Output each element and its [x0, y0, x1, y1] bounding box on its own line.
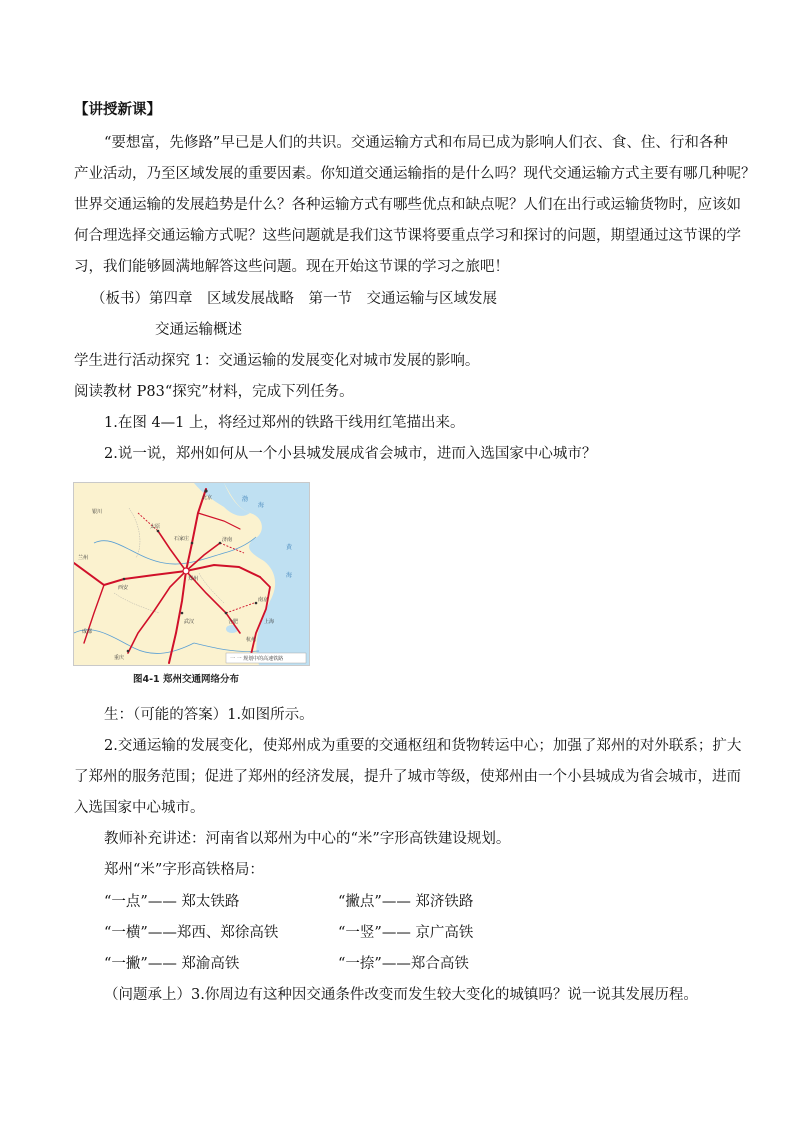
- label-zhengzhou: 郑州: [188, 576, 199, 582]
- pattern-left-3: “一撇”—— 郑渝高铁: [104, 956, 240, 972]
- xian-marker: [123, 578, 126, 581]
- label-taiyuan: 太原: [150, 524, 161, 530]
- jinan-marker: [219, 542, 222, 545]
- reading-text: 阅读教材 P83“探究”材料，完成下列任务。: [74, 384, 354, 400]
- map-figure: [74, 483, 309, 665]
- question-3: （问题承上）3.你周边有这种因交通条件改变而发生较大变化的城镇吗？说一说其发展历程。: [104, 987, 698, 1003]
- pattern-right-1: “撇点”—— 郑济铁路: [338, 894, 474, 910]
- nanjing-marker: [255, 602, 258, 605]
- zhengzhou-transport-map: [73, 482, 310, 666]
- answer-2-line-1: 2.交通运输的发展变化，使郑州成为重要的交通枢纽和货物转运中心；加强了郑州的对外联系；扩大: [104, 738, 742, 754]
- legend-text: 一 一 规划中的高速铁路: [230, 656, 284, 662]
- label-chengdu: 成都: [82, 629, 93, 635]
- shijiazhuang-marker: [191, 542, 194, 545]
- label-hefei: 合肥: [228, 619, 239, 625]
- intro-line-4: 何合理选择交通运输方式呢？这些问题就是我们这节课将要重点学习和探讨的问题，期望通过这节课的学: [74, 228, 741, 244]
- label-lanzhou: 兰州: [78, 555, 89, 561]
- label-chongqing: 重庆: [114, 655, 125, 661]
- pattern-right-3: “一捺”——郑合高铁: [338, 956, 469, 972]
- intro-line-5: 习，我们能够圆满地解答这些问题。现在开始这节课的学习之旅吧！: [74, 259, 509, 275]
- answer-2-line-3: 入选国家中心城市。: [74, 800, 205, 816]
- label-nanjing: 南京: [258, 597, 269, 603]
- label-shijiazhuang: 石家庄: [174, 536, 190, 542]
- pattern-right-2: “一竖”—— 京广高铁: [338, 925, 474, 941]
- label-yellowsea-2: 海: [286, 572, 293, 579]
- label-beijing: 北京: [202, 495, 213, 501]
- intro-line-3: 世界交通运输的发展趋势是什么？各种运输方式有哪些优点和缺点呢？人们在出行或运输货物时，应该如: [74, 197, 741, 213]
- board-subtitle: 交通运输概述: [155, 322, 242, 338]
- activity-text: 学生进行活动探究 1：交通运输的发展变化对城市发展的影响。: [74, 353, 480, 369]
- task-1: 1.在图 4—1 上，将经过郑州的铁路干线用红笔描出来。: [104, 415, 465, 431]
- wuhan-marker: [181, 612, 184, 615]
- answer-2-line-2: 了郑州的服务范围；促进了郑州的经济发展，提升了城市等级，使郑州由一个小县城成为省会城市，进而: [74, 769, 741, 785]
- figure-caption: 图4-1 郑州交通网络分布: [133, 674, 239, 685]
- taiyuan-marker: [157, 530, 160, 533]
- label-bohai-2: 海: [258, 502, 265, 509]
- zhengzhou-marker: [183, 568, 189, 574]
- label-bohai-1: 渤: [242, 496, 249, 503]
- label-hangzhou: 杭州: [246, 637, 257, 643]
- intro-line-1: “要想富，先修路”早已是人们的共识。交通运输方式和布局已成为影响人们衣、食、住、行和各种: [104, 135, 728, 151]
- label-wuhan: 武汉: [184, 619, 195, 625]
- section-heading: 【讲授新课】: [74, 101, 161, 118]
- label-yinchuan: 银川: [92, 509, 103, 515]
- answer-1: 生：（可能的答案）1.如图所示。: [104, 707, 314, 723]
- chongqing-marker: [127, 650, 130, 653]
- pattern-left-1: “一点”—— 郑太铁路: [104, 894, 240, 910]
- label-xian: 西安: [118, 585, 129, 591]
- teacher-note: 教师补充讲述：河南省以郑州为中心的“米”字形高铁建设规划。: [104, 831, 511, 847]
- board-title: （板书）第四章 区域发展战略 第一节 交通运输与区域发展: [91, 291, 497, 307]
- task-2: 2.说一说，郑州如何从一个小县城发展成省会城市，进而入选国家中心城市？: [104, 446, 597, 462]
- pattern-left-2: “一横”——郑西、郑徐高铁: [104, 925, 279, 941]
- label-jinan: 济南: [222, 537, 233, 543]
- hefei-marker: [225, 612, 228, 615]
- beijing-marker: [204, 489, 207, 492]
- label-shanghai: 上海: [264, 619, 275, 625]
- label-yellowsea-1: 黄: [286, 544, 293, 551]
- pattern-title: 郑州“米”字形高铁格局：: [104, 862, 264, 878]
- intro-line-2: 产业活动，乃至区域发展的重要因素。你知道交通运输指的是什么吗？现代交通运输方式主要有哪几种呢？: [74, 166, 756, 182]
